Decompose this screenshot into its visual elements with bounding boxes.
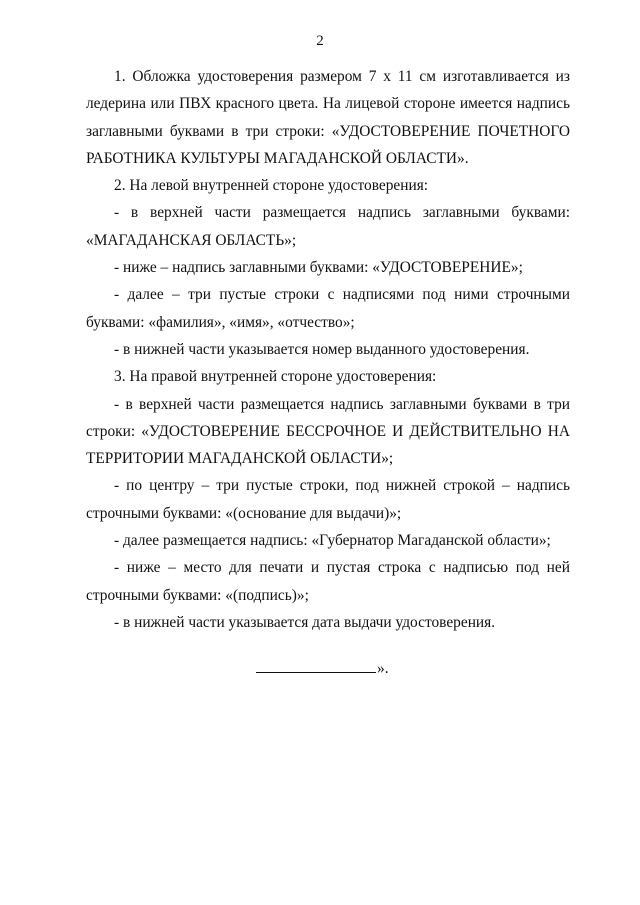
closing-quote: ». <box>377 660 389 677</box>
paragraph-right-center: - по центру – три пустые строки, под нижней строкой – надпись строчными буквами: «(основание для выдачи)»; <box>86 477 570 522</box>
paragraph-left-bottom: - в нижней части указывается номер выданного удостоверения. <box>114 340 530 358</box>
paragraph-right-governor: - далее размещается надпись: «Губернатор Магаданской области»; <box>114 532 551 550</box>
document-body <box>86 63 570 636</box>
paragraph-right-side-heading: 3. На правой внутренней стороне удостоверения: <box>114 368 437 386</box>
paragraph-cover-description: 1. Обложка удостоверения размером 7 х 11 см изготавливается из ледерина или ПВХ красного цвета. На лицевой стороне имеется надпись заглавными буквами в три строки: «УДОСТОВЕРЕНИЕ ПОЧЕТНОГО РАБОТНИКА КУЛЬТУРЫ МАГАДАНСКОЙ ОБЛАСТИ». <box>86 68 570 167</box>
paragraph-right-top: - в верхней части размещается надпись заглавными буквами в три строки: «УДОСТОВЕРЕНИЕ БЕССРОЧНОЕ И ДЕЙСТВИТЕЛЬНО НА ТЕРРИТОРИИ МАГАДАНСКОЙ ОБЛАСТИ»; <box>86 395 570 468</box>
paragraph-left-blank-lines: - далее – три пустые строки с надписями под ними строчными буквами: «фамилия», «имя», «отчество»; <box>86 286 570 331</box>
paragraph-left-top: - в верхней части размещается надпись заглавными буквами: «МАГАДАНСКАЯ ОБЛАСТЬ»; <box>86 204 570 249</box>
paragraph-right-bottom: - в нижней части указывается дата выдачи удостоверения. <box>114 613 496 631</box>
closing-line <box>256 660 389 678</box>
page-number: 2 <box>316 33 324 49</box>
paragraph-left-side-heading: 2. На левой внутренней стороне удостоверения: <box>114 177 429 195</box>
blank-underline <box>256 671 376 673</box>
paragraph-right-seal: - ниже – место для печати и пустая строка с надписью под ней строчными буквами: «(подпись)»; <box>86 559 570 604</box>
paragraph-left-below: - ниже – надпись заглавными буквами: «УДОСТОВЕРЕНИЕ»; <box>114 259 523 277</box>
